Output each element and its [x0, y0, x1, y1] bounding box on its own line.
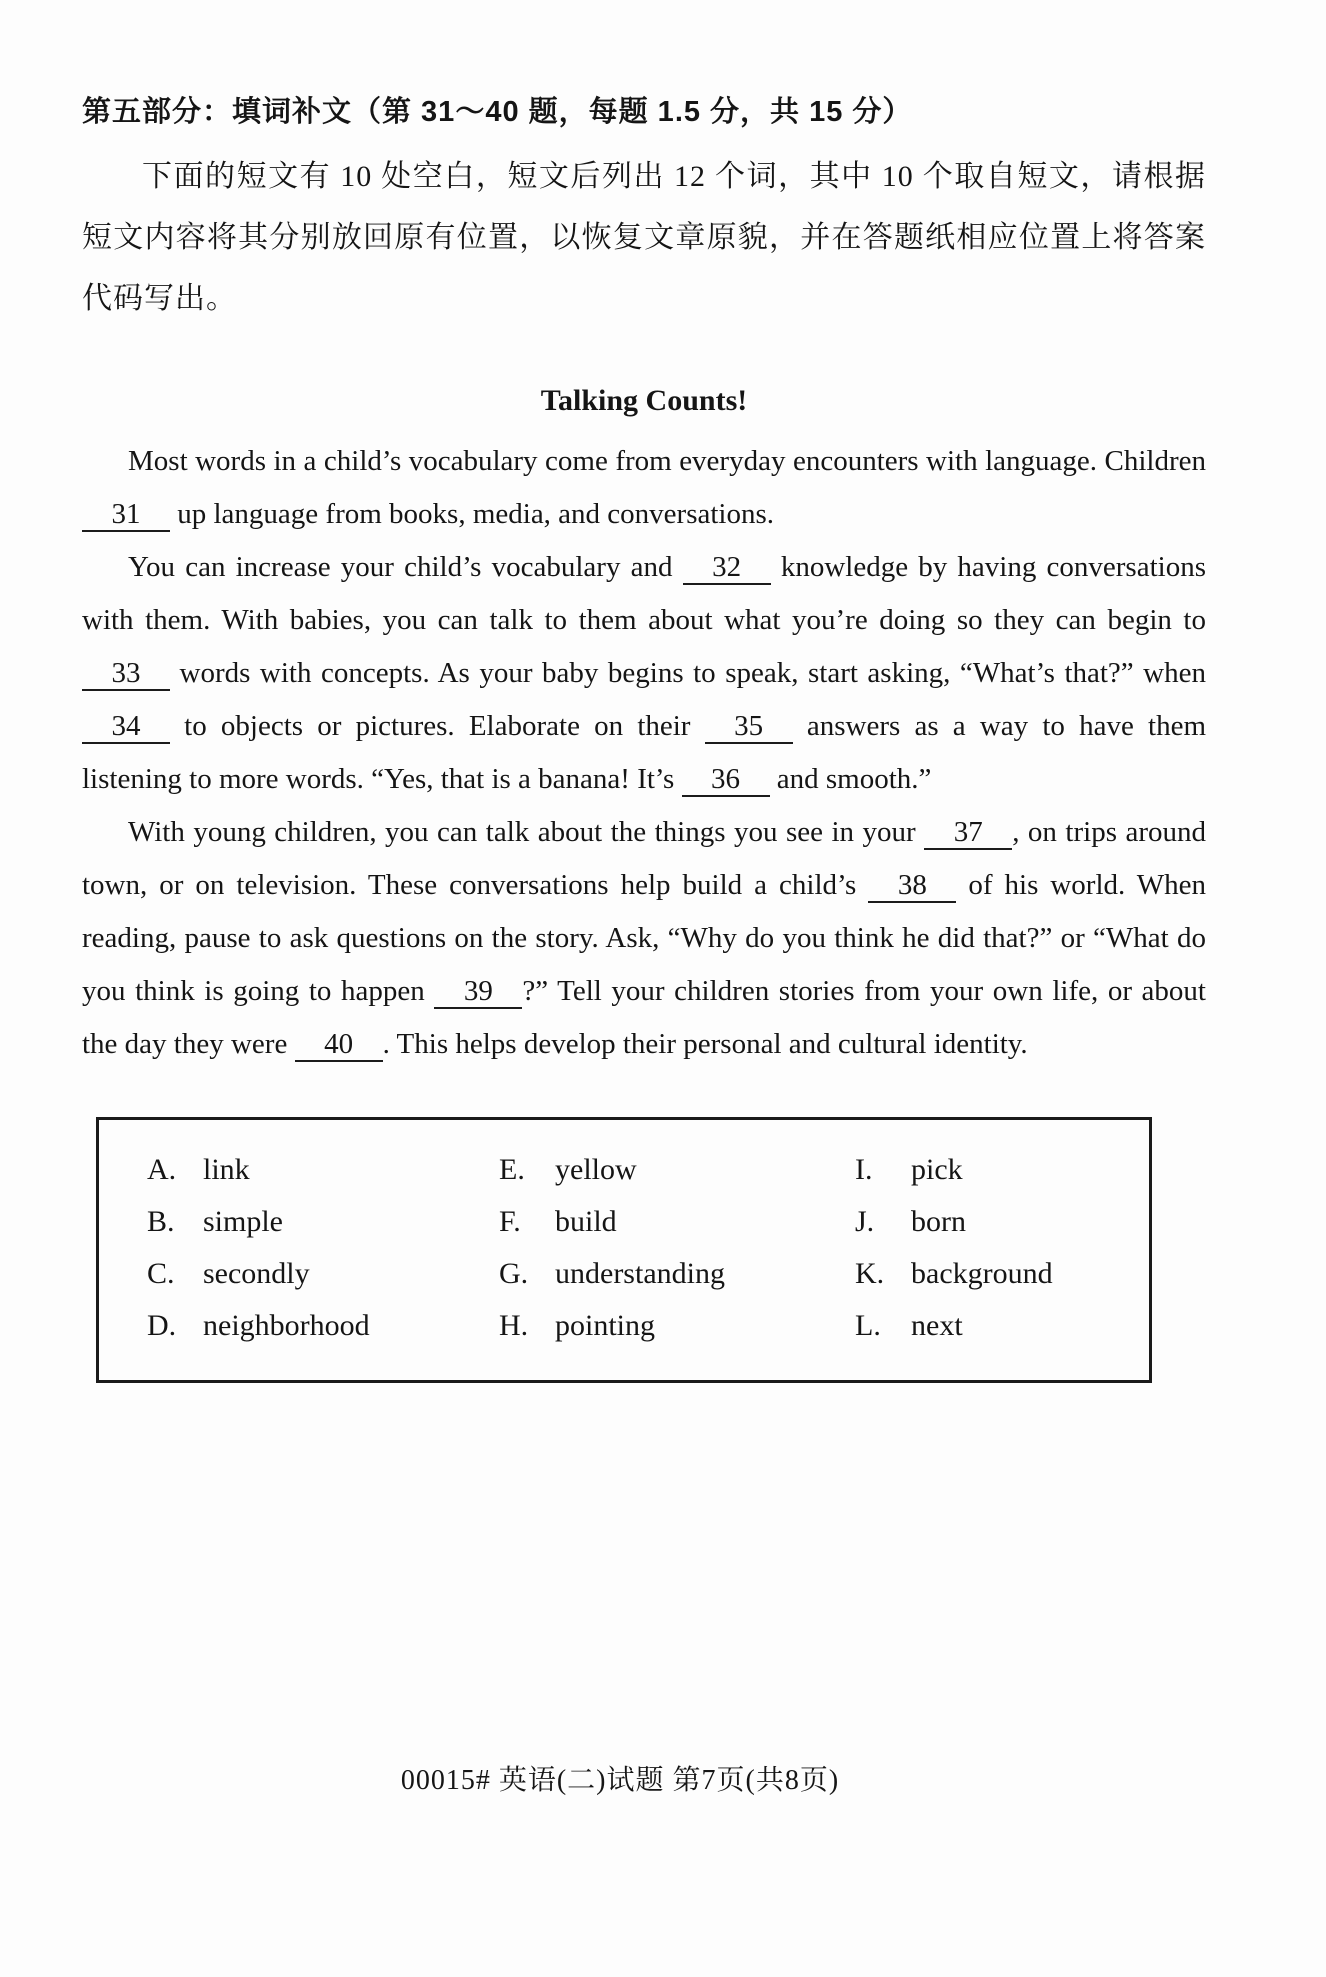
text-run: With young children, you can talk about the things you see in your	[128, 816, 925, 848]
blank-34: 34	[82, 711, 170, 744]
option-word: next	[911, 1309, 963, 1342]
word-bank-item-B	[147, 1196, 499, 1248]
option-word: build	[555, 1205, 617, 1238]
blank-33: 33	[82, 658, 170, 691]
passage	[82, 435, 1206, 1071]
option-letter: A.	[147, 1153, 177, 1186]
option-letter: L.	[855, 1309, 881, 1342]
blank-36: 36	[682, 764, 770, 797]
text-run: knowledge by having conversations with them. With babies, you can talk to them about what you’re doing so they can begin to	[82, 551, 1206, 636]
option-word: secondly	[203, 1257, 310, 1290]
option-word: yellow	[555, 1153, 637, 1186]
word-bank-item-F	[499, 1196, 855, 1248]
option-word: background	[911, 1257, 1053, 1290]
option-word: link	[203, 1153, 250, 1186]
word-bank-item-E	[499, 1144, 855, 1196]
option-word: born	[911, 1205, 966, 1238]
option-letter: B.	[147, 1205, 175, 1238]
blank-39: 39	[434, 976, 522, 1009]
word-bank-item-A	[147, 1144, 499, 1196]
text-run: and smooth.”	[769, 763, 932, 795]
option-word: pick	[911, 1153, 963, 1186]
word-bank-column-1	[147, 1144, 499, 1352]
word-bank-item-J	[855, 1196, 1139, 1248]
word-bank-item-D	[147, 1300, 499, 1352]
word-bank-box	[96, 1117, 1152, 1383]
option-letter: E.	[499, 1153, 525, 1186]
section-instructions: 下面的短文有 10 处空白，短文后列出 12 个词，其中 10 个取自短文，请根据短文内容将其分别放回原有位置，以恢复文章原貌，并在答题纸相应位置上将答案代码写出。	[82, 160, 1206, 315]
page-footer: 00015# 英语(二)试题 第7页(共8页)	[400, 1765, 840, 1796]
passage-paragraph-2	[82, 541, 1206, 806]
blank-35: 35	[705, 711, 793, 744]
option-word: understanding	[555, 1257, 725, 1290]
word-bank-item-C	[147, 1248, 499, 1300]
text-run: to objects or pictures. Elaborate on their	[170, 710, 705, 742]
option-word: simple	[203, 1205, 283, 1238]
part-header: 第五部分：填词补文（第 31～40 题，每题 1.5 分，共 15 分）	[82, 96, 913, 128]
blank-32: 32	[683, 552, 771, 585]
blank-31: 31	[82, 499, 170, 532]
passage-paragraph-1	[82, 435, 1206, 541]
text-run: , on trips around town, or on television. These conversations help build a child’s	[82, 816, 1206, 901]
text-run: Most words in a child’s vocabulary come from everyday encounters with language. Children	[128, 445, 1206, 477]
word-bank-column-2	[499, 1144, 855, 1352]
option-word: pointing	[555, 1309, 656, 1342]
text-run: of his world. When reading, pause to ask questions on the story. Ask, “Why do you think he did that?” or “What do you think is going to happen	[82, 869, 1206, 1007]
word-bank-column-3	[855, 1144, 1139, 1352]
option-letter: G.	[499, 1257, 529, 1290]
option-letter: J.	[855, 1205, 875, 1238]
text-run: up language from books, media, and conversations.	[170, 498, 775, 530]
passage-paragraph-3	[82, 806, 1206, 1071]
word-bank-item-I	[855, 1144, 1139, 1196]
text-run: answers as a way to have them listening to more words. “Yes, that is a banana! It’s	[82, 710, 1207, 795]
word-bank-item-L	[855, 1300, 1139, 1352]
option-letter: D.	[147, 1309, 177, 1342]
blank-38: 38	[868, 870, 956, 903]
option-word: neighborhood	[203, 1309, 370, 1342]
text-run: words with concepts. As your baby begins to speak, start asking, “What’s that?” when	[170, 657, 1206, 689]
text-run: You can increase your child’s vocabulary and	[128, 551, 683, 583]
option-letter: C.	[147, 1257, 175, 1290]
word-bank-item-H	[499, 1300, 855, 1352]
option-letter: F.	[499, 1205, 521, 1238]
word-bank-item-K	[855, 1248, 1139, 1300]
blank-40: 40	[295, 1029, 383, 1062]
blank-37: 37	[924, 817, 1012, 850]
text-run: ?” Tell your children stories from your own life, or about the day they were	[82, 975, 1206, 1060]
option-letter: H.	[499, 1309, 529, 1342]
text-run: . This helps develop their personal and cultural identity.	[382, 1028, 1028, 1060]
option-letter: K.	[855, 1257, 885, 1290]
option-letter: I.	[855, 1153, 873, 1186]
word-bank-item-G	[499, 1248, 855, 1300]
passage-title: Talking Counts!	[540, 384, 748, 417]
